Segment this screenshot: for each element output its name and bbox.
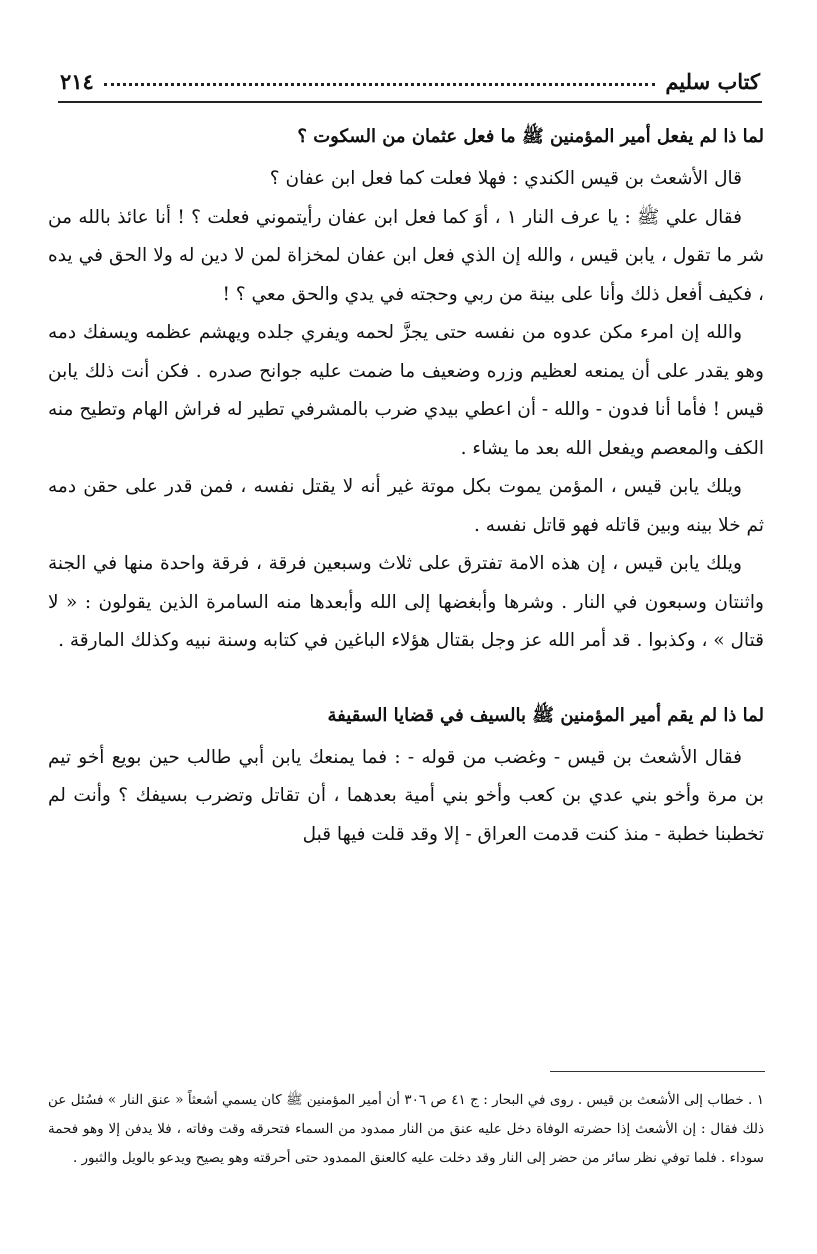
- header-rule: [58, 101, 762, 103]
- paragraph: قال الأشعث بن قيس الكندي : فهلا فعلت كما فعل ابن عفان ؟: [269, 168, 742, 189]
- paragraph: ويلك يابن قيس ، إن هذه الامة تفترق على ثلاث وسبعين فرقة ، فرقة واحدة منها في الجنة واثنتان وسبعون في النار . وشرها وأبغضها إلى الله وأبعدها منه السامرة الذين يقولون : « لا قتال » ، وكذبوا . قد أمر الله عز وجل بقتال هؤلاء الباغين في كتابه وسنة نبيه وكذلك المارقة .: [48, 553, 764, 651]
- paragraph: والله إن امرء مكن عدوه من نفسه حتى يجزَّ لحمه ويفري جلده ويهشم عظمه ويسفك دمه وهو يقدر على أن يمنعه لعظيم وزره وضعيف ما ضمت عليه جوانح صدره . فكن أنت ذلك يابن قيس ! فأما أنا فدون - والله - أن اعطي بيدي ضرب بالمشرفي تطير له فراش الهام وتطيح منه الكف والمعصم ويفعل الله بعد ما يشاء .: [48, 322, 764, 459]
- section-2: [48, 701, 764, 855]
- paragraph: فقال علي ﷺ : يا عرف النار ١ ، أوَ كما فعل ابن عفان رأيتموني فعلت ؟ ! أنا عائذ بالله من شر ما تقول ، يابن قيس ، والله إن الذي فعل ابن عفان لمخزاة لمن لا دين له ولا الحق في يده ، فكيف أفعل ذلك وأنا على بينة من ربي وحجته في يدي والحق معي ؟ !: [48, 206, 764, 305]
- footnotes: [48, 1086, 764, 1173]
- page-body: [48, 122, 764, 854]
- footnote: ١ . خطاب إلى الأشعث بن قيس . روى في البحار : ج ٤١ ص ٣٠٦ أن أمير المؤمنين ﷺ كان يسمي أشعثاً « عنق النار » فسُئل عن ذلك فقال : إن الأشعث إذا حضرته الوفاة دخل عليه عنق من النار ممدود من السماء فتحرقه وقت وفاته ، فلا يدفن إلا وهو فحمة سوداء . فلما توفي نظر سائر من حضر إلى النار وقد دخلت عليه كالعنق الممدود حتى أحرقته وهو يصيح ويدعو بالويل والثبور .: [48, 1092, 764, 1166]
- running-header: [60, 62, 760, 94]
- section-heading: لما ذا لم يفعل أمير المؤمنين ﷺ ما فعل عثمان من السكوت ؟: [297, 126, 764, 147]
- section-1: [48, 122, 764, 661]
- section-heading: لما ذا لم يقم أمير المؤمنين ﷺ بالسيف في قضايا السقيفة: [327, 704, 764, 726]
- footnote-rule: [550, 1071, 765, 1072]
- paragraph: ويلك يابن قيس ، المؤمن يموت بكل موتة غير أنه لا يقتل نفسه ، فمن قدر على حقن دمه ثم خلا بينه وبين قاتله فهو قاتل نفسه .: [48, 476, 764, 536]
- paragraph: فقال الأشعث بن قيس - وغضب من قوله - : فما يمنعك يابن أبي طالب حين بويع أخو تيم بن مرة وأخو بني عدي بن كعب وأخو بني أمية بعدهما ، أن تقاتل وتضرب بسيفك ؟ وأنت لم تخطبنا خطبة - منذ كنت قدمت العراق - إلا وقد قلت فيها قبل: [48, 746, 764, 845]
- page-number: ٢١٤: [60, 69, 94, 94]
- book-title: كتاب سليم: [665, 69, 760, 94]
- section-spacer: [48, 661, 764, 701]
- header-dotted-leader: [104, 83, 655, 86]
